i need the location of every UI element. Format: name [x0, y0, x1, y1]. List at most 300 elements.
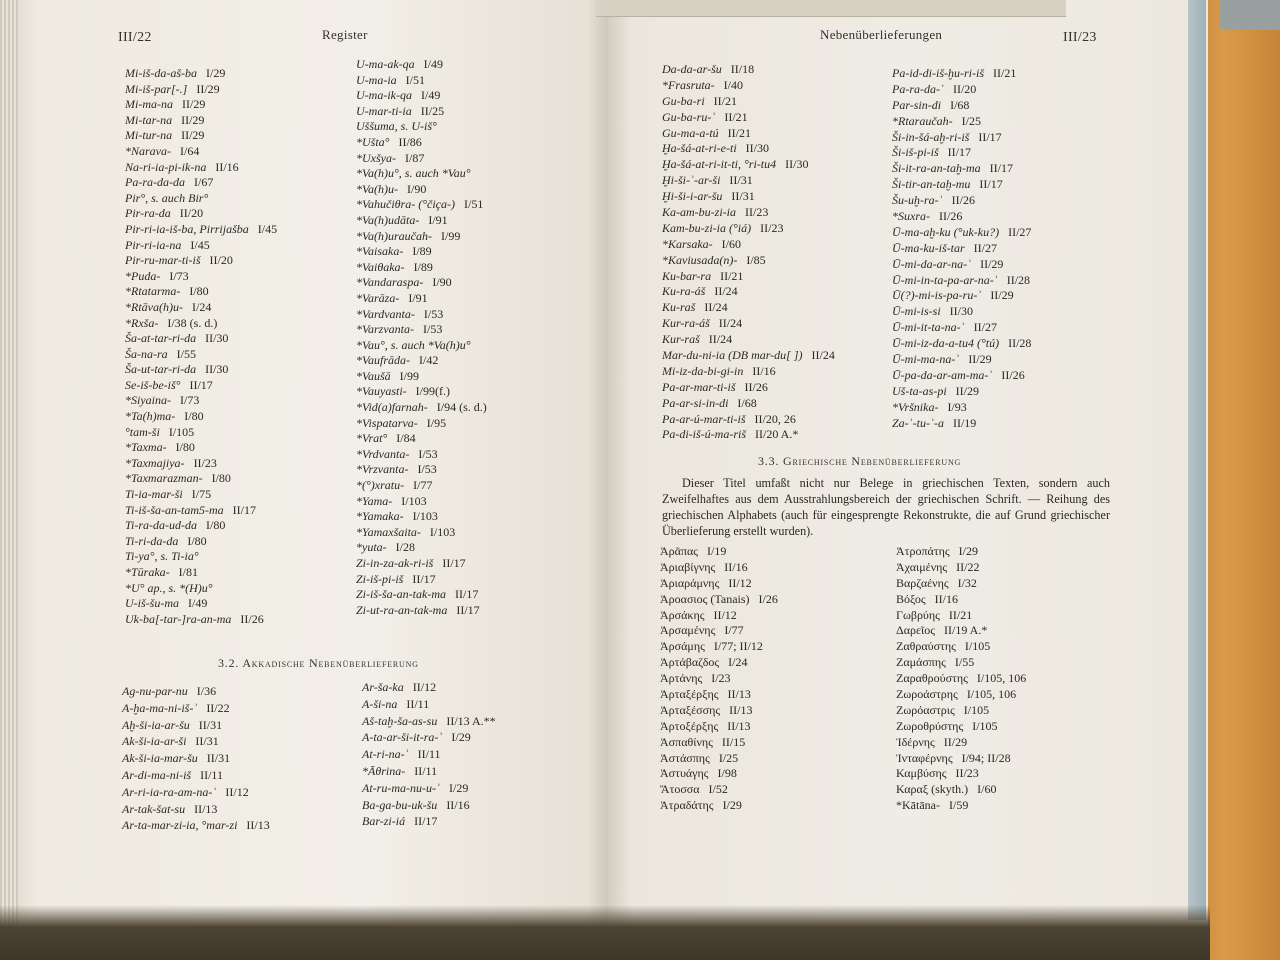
desk-object — [1220, 0, 1280, 30]
index-reference: II/13 A.** — [443, 713, 496, 728]
index-term: *Rtāva(h)u- — [125, 299, 183, 314]
index-term: *Va(h)u- — [356, 181, 398, 196]
index-reference: I/91 — [405, 290, 428, 305]
index-term: *Va(h)udāta- — [356, 212, 420, 227]
index-reference: I/24 — [188, 299, 212, 314]
index-term: *U° ap., s. *(H)u° — [125, 580, 213, 595]
index-reference: II/19 — [949, 415, 977, 430]
index-term: Pir-ru-mar-ti-iš — [125, 253, 201, 268]
index-term: Δαρεῖος — [896, 623, 936, 638]
right-page — [608, 0, 1208, 930]
index-reference: I/23 — [708, 671, 731, 686]
index-entry — [356, 494, 487, 510]
index-term: Ar-ša-ka — [362, 680, 404, 694]
index-reference: I/68 — [947, 97, 970, 112]
index-term: Ζωροάστρης — [896, 687, 958, 702]
index-reference: II/17 — [453, 602, 480, 617]
index-term: Pir-ri-ia-iš-ba, Pirrijašba — [125, 221, 249, 236]
index-term: Ἀρᾶπας — [660, 544, 699, 558]
index-term: Uššuma, s. U-iš° — [356, 119, 437, 134]
index-entry — [660, 671, 778, 687]
index-term: Ū-ma-ku-iš-tar — [892, 240, 965, 255]
index-term: *Va(h)uraučah- — [356, 228, 432, 243]
index-term: Zi-iš-ša-an-tak-ma — [356, 587, 446, 602]
left-running-head: Register — [322, 27, 368, 42]
index-entry — [660, 560, 778, 576]
index-reference: II/30 — [782, 157, 809, 172]
index-entry — [356, 57, 487, 73]
index-term: Βόξος — [896, 591, 926, 606]
index-entry — [660, 592, 778, 608]
index-reference: II/26 — [998, 367, 1025, 382]
index-entry — [356, 353, 487, 369]
index-entry — [125, 440, 277, 456]
index-term: Ū-mi-iz-da-a-tu4 (°tú) — [892, 336, 1000, 351]
index-reference: I/29 — [719, 798, 742, 813]
index-entry — [662, 380, 835, 396]
index-term: A-ši-na — [362, 696, 398, 711]
index-reference: II/21 — [990, 66, 1017, 80]
index-term: *Vardvanta- — [356, 306, 415, 321]
index-reference: I/105, 106 — [963, 687, 1017, 702]
index-term: Ἀρταξέσσης — [660, 702, 721, 717]
index-entry — [125, 316, 277, 332]
index-reference: I/80 — [172, 440, 195, 455]
index-entry — [892, 273, 1031, 289]
index-term: Ζωρόαστρις — [896, 702, 955, 717]
index-entry — [892, 66, 1031, 82]
index-term: Ša-at-tar-ri-da — [125, 331, 197, 346]
index-entry — [122, 817, 270, 834]
index-term: Ἀρταξέρξης — [660, 687, 719, 702]
index-entry — [660, 751, 778, 767]
index-entry — [125, 612, 277, 628]
index-reference: I/29 — [955, 544, 979, 558]
left-page — [0, 0, 612, 930]
index-reference: I/87 — [401, 150, 425, 165]
index-reference: II/30 — [202, 331, 229, 346]
index-term: Καραξ (skyth.) — [896, 782, 969, 797]
index-reference: II/31 — [726, 173, 753, 188]
index-term: *Ta(h)ma- — [125, 409, 176, 424]
index-term: *Frasruta- — [662, 77, 715, 92]
index-reference: II/29 — [952, 383, 979, 398]
index-entry — [660, 703, 778, 719]
index-reference: II/13 — [724, 718, 751, 733]
index-entry — [122, 683, 270, 700]
index-entry — [125, 128, 277, 144]
index-reference: I/77; II/12 — [710, 639, 763, 654]
index-entry — [356, 307, 487, 323]
index-reference: II/13 — [191, 801, 218, 816]
index-reference: I/29 — [448, 730, 471, 745]
index-entry — [125, 269, 277, 285]
index-entry — [896, 671, 1026, 687]
index-term: Aḫ-ši-ia-ar-šu — [122, 717, 190, 732]
index-reference: I/81 — [175, 565, 199, 579]
index-term: Zi-in-za-ak-ri-iš — [356, 556, 434, 570]
index-reference: II/17 — [986, 161, 1013, 176]
index-term: *yuta- — [356, 540, 387, 555]
index-entry — [125, 144, 277, 160]
index-entry — [896, 592, 1026, 608]
index-entry — [125, 331, 277, 347]
index-term: Ši-tir-an-taḫ-mu — [892, 177, 971, 192]
index-entry — [362, 696, 496, 713]
index-entry — [356, 197, 487, 213]
index-term: *Vrzvanta- — [356, 462, 409, 477]
index-term: Ἀρσάκης — [660, 607, 705, 622]
index-entry — [896, 719, 1026, 735]
index-term: *Vid(a)farnah- — [356, 400, 428, 415]
index-term: *Yamaxšaita- — [356, 524, 421, 539]
index-entry — [662, 221, 835, 237]
index-entry — [662, 300, 835, 316]
index-entry — [660, 639, 778, 655]
index-reference: II/29 — [940, 734, 968, 749]
index-entry — [662, 173, 835, 189]
index-term: Ši-iš-pi-iš — [892, 145, 939, 160]
index-term: Ar-di-ma-ni-iš — [122, 767, 192, 782]
index-term: Ša-na-ra — [125, 346, 168, 361]
index-term: *Vaisaka- — [356, 244, 404, 259]
index-entry — [356, 525, 487, 541]
index-term: *Yamaka- — [356, 509, 404, 524]
index-term: *Uxšya- — [356, 150, 396, 165]
index-entry — [660, 576, 778, 592]
index-entry — [892, 98, 1031, 114]
index-term: Ἀσπαθίνης — [660, 734, 713, 749]
index-reference: II/17 — [229, 502, 256, 517]
index-entry — [125, 284, 277, 300]
index-entry — [892, 161, 1031, 177]
index-term: Ἰνταφέρνης — [896, 750, 953, 765]
index-reference: II/16 — [721, 559, 748, 574]
index-term: Pa-di-iš-ú-ma-riš — [662, 427, 746, 442]
index-reference: II/20 — [206, 253, 233, 268]
index-reference: II/21 — [717, 268, 744, 283]
index-reference: II/16 — [443, 797, 470, 812]
index-reference: II/24 — [808, 348, 835, 363]
index-entry — [125, 596, 277, 612]
index-term: Ἀριαράμνης — [660, 575, 720, 590]
index-entry — [660, 687, 778, 703]
index-term: *Tūraka- — [125, 565, 170, 579]
index-entry — [896, 655, 1026, 671]
index-reference: II/86 — [395, 134, 422, 149]
index-entry — [892, 145, 1031, 161]
index-entry — [362, 797, 496, 814]
index-term: Zi-iš-pi-iš — [356, 571, 404, 586]
index-term: *Vau°, s. auch *Va(h)u° — [356, 337, 471, 352]
index-term: Pa-ra-da-ʾ — [892, 81, 944, 96]
index-reference: II/27 — [970, 240, 997, 255]
index-term: Ū-mi-ma-na-ʾ — [892, 352, 960, 367]
index-reference: II/29 — [178, 112, 205, 127]
index-term: Ἀριαβίγνης — [660, 559, 716, 574]
index-term: Ζαμάσπης — [896, 655, 946, 670]
index-reference: II/31 — [203, 751, 231, 766]
index-term: *Kātāna- — [896, 798, 940, 813]
index-reference: I/45 — [254, 221, 278, 236]
index-reference: I/67 — [191, 175, 214, 190]
index-entry — [662, 269, 835, 285]
index-entry — [356, 540, 487, 556]
index-entry — [662, 141, 835, 157]
index-entry — [356, 509, 487, 525]
index-entry — [660, 719, 778, 735]
index-entry — [356, 182, 487, 198]
index-reference: II/17 — [975, 129, 1002, 144]
index-reference: I/32 — [954, 575, 977, 590]
index-reference: II/21 — [710, 93, 737, 108]
index-entry — [125, 456, 277, 472]
index-reference: II/11 — [197, 767, 223, 782]
index-entry — [892, 209, 1031, 225]
index-reference: I/80 — [203, 518, 226, 533]
index-reference: I/49 — [417, 88, 441, 103]
index-reference: II/24 — [711, 284, 738, 299]
index-reference: I/84 — [393, 431, 416, 446]
index-entry — [356, 151, 487, 167]
index-entry — [125, 362, 277, 378]
index-entry — [125, 503, 277, 519]
book-cover-edge — [1188, 0, 1206, 920]
index-entry — [662, 348, 835, 364]
index-entry — [356, 291, 487, 307]
index-reference: I/60 — [974, 782, 997, 797]
index-term: Mi-iš-par[-.] — [125, 81, 188, 96]
index-entry — [125, 82, 277, 98]
index-entry — [125, 206, 277, 222]
index-reference: I/80 — [186, 284, 209, 299]
index-entry — [356, 462, 487, 478]
index-entry — [896, 735, 1026, 751]
index-reference: I/29 — [445, 780, 469, 795]
index-entry — [125, 238, 277, 254]
index-entry — [662, 94, 835, 110]
index-term: *Vršnika- — [892, 399, 939, 414]
index-entry — [660, 655, 778, 671]
index-reference: II/12 — [409, 680, 437, 694]
index-entry — [896, 766, 1026, 782]
index-reference: II/17 — [411, 814, 438, 829]
index-term: Ak-ši-ia-ar-ši — [122, 734, 187, 749]
index-entry — [892, 352, 1031, 368]
index-reference: II/26 — [948, 193, 975, 208]
index-term: *Vaušā — [356, 368, 391, 383]
index-term: Ti-ri-da-da — [125, 533, 179, 548]
index-reference: I/105 — [961, 639, 991, 654]
index-reference: II/15 — [718, 734, 746, 749]
index-reference: II/26 — [936, 209, 963, 224]
index-reference: I/26 — [755, 591, 778, 606]
index-reference: II/29 — [965, 352, 992, 367]
index-reference: I/75 — [188, 487, 212, 502]
right-running-head: Nebenüberlieferungen — [820, 27, 943, 42]
index-term: Ar-ta-mar-zi-ia, °mar-zi — [122, 818, 238, 833]
index-reference: II/17 — [186, 377, 213, 392]
index-term: Uš-ta-as-pi — [892, 383, 947, 398]
index-entry — [662, 284, 835, 300]
index-term: *Vahučiθra- (°čiça-) — [356, 197, 455, 212]
index-reference: I/89 — [409, 244, 432, 259]
index-reference: I/85 — [743, 252, 766, 267]
index-reference: I/80 — [181, 409, 204, 424]
index-entry — [660, 623, 778, 639]
index-term: Pa-ar-mar-ti-iš — [662, 379, 736, 394]
index-reference: II/23 — [952, 766, 979, 781]
index-entry — [356, 88, 487, 104]
index-entry — [356, 556, 487, 572]
index-entry — [125, 534, 277, 550]
index-reference: I/98 — [714, 766, 737, 781]
index-term: U-ma-ia — [356, 72, 397, 87]
index-entry — [896, 687, 1026, 703]
index-reference: I/51 — [461, 197, 484, 212]
index-term: *Yama- — [356, 493, 393, 508]
index-reference: II/16 — [212, 159, 239, 174]
index-term: Ū-pa-da-ar-am-ma-ʾ — [892, 367, 993, 382]
index-term: Ἀστυάγης — [660, 766, 709, 781]
index-entry — [125, 66, 277, 82]
index-term: °tam-ši — [125, 424, 160, 439]
index-entry — [122, 750, 270, 767]
index-term: Ši-it-ra-an-taḫ-ma — [892, 161, 981, 176]
index-reference: I/99 — [437, 228, 461, 243]
index-reference: II/21 — [721, 109, 748, 124]
section-heading-akkadian: 3.2. Akkadische Nebenüberlieferung — [218, 656, 419, 670]
index-reference: II/29 — [987, 288, 1014, 303]
index-entry — [125, 97, 277, 113]
index-reference: II/25 — [417, 103, 445, 118]
index-reference: II/20 A.* — [752, 427, 799, 442]
index-reference: II/31 — [728, 189, 755, 204]
index-term: Par-sin-di — [892, 97, 942, 112]
index-reference: II/13 — [724, 687, 751, 702]
index-term: Na-ri-ia-pi-ik-na — [125, 159, 207, 174]
index-entry — [125, 347, 277, 363]
index-term: Ū-mi-it-ta-na-ʾ — [892, 320, 965, 335]
index-reference: II/27 — [1005, 224, 1032, 239]
index-reference: I/25 — [958, 113, 981, 128]
index-column-left-1 — [125, 66, 277, 627]
index-term: U-ma-ak-qa — [356, 57, 415, 71]
index-column-akkadian-2 — [362, 679, 496, 830]
index-term: *Varāza- — [356, 290, 400, 305]
index-reference: II/17 — [439, 556, 466, 570]
index-entry — [896, 576, 1026, 592]
index-entry — [892, 177, 1031, 193]
index-term: *Va(h)u°, s. auch *Vau° — [356, 166, 471, 181]
index-entry — [356, 587, 487, 603]
index-entry — [662, 396, 835, 412]
index-reference: II/21 — [724, 125, 751, 140]
index-term: A-ḫa-ma-ni-iš-ʾ — [122, 700, 198, 715]
index-term: Ū-mi-da-ar-na-ʾ — [892, 256, 972, 271]
index-entry — [896, 623, 1026, 639]
index-entry — [356, 135, 487, 151]
index-entry — [125, 425, 277, 441]
book-on-top — [596, 0, 1066, 17]
index-term: *Rxša- — [125, 315, 159, 330]
index-entry — [356, 119, 487, 135]
index-term: Kur-raš — [662, 332, 700, 347]
index-entry — [660, 782, 778, 798]
index-reference: II/23 — [742, 205, 769, 220]
index-reference: II/19 A.* — [941, 623, 988, 638]
index-reference: I/103 — [398, 493, 427, 508]
index-term: *Vaiθaka- — [356, 259, 405, 274]
index-reference: I/25 — [715, 750, 739, 765]
index-term: Ἀρτοξέρξης — [660, 718, 719, 733]
index-entry — [125, 518, 277, 534]
index-entry — [362, 713, 496, 730]
index-entry — [125, 191, 277, 207]
index-term: Ζαθραύστης — [896, 639, 956, 654]
index-reference: I/103 — [409, 509, 438, 524]
index-entry — [662, 253, 835, 269]
index-reference: I/73 — [177, 393, 200, 408]
index-reference: II/12 — [710, 607, 737, 622]
index-entry — [125, 565, 277, 581]
index-reference: I/55 — [173, 346, 197, 361]
index-entry — [662, 110, 835, 126]
index-reference: I/60 — [718, 236, 742, 251]
index-entry — [125, 581, 277, 597]
index-term: *Vrat° — [356, 431, 388, 446]
index-reference: II/30 — [946, 304, 973, 319]
index-entry — [125, 300, 277, 316]
index-entry — [122, 717, 270, 734]
index-term: Ζωροθρύστης — [896, 718, 964, 733]
index-reference: I/77 — [721, 623, 744, 638]
index-reference: II/13 — [726, 702, 753, 717]
index-entry — [125, 160, 277, 176]
index-entry — [356, 213, 487, 229]
index-term: Ū-ma-aḫ-ku (°uk-ku?) — [892, 224, 1000, 239]
index-term: Gu-ba-ru-ʾ — [662, 109, 716, 124]
index-entry — [892, 320, 1031, 336]
index-entry — [662, 332, 835, 348]
index-entry — [356, 447, 487, 463]
index-entry — [662, 126, 835, 142]
index-reference: II/17 — [944, 145, 971, 160]
index-reference: I/90 — [404, 181, 427, 196]
index-term: Ἀστάσπης — [660, 750, 710, 765]
index-reference: II/17 — [409, 571, 436, 586]
index-term: Aš-taḫ-ša-as-su — [362, 713, 438, 728]
index-reference: II/11 — [411, 763, 438, 778]
index-term: Ar-ri-ia-ra-am-na-ʾ — [122, 784, 217, 799]
index-reference: II/24 — [705, 332, 733, 347]
index-entry — [356, 260, 487, 276]
index-term: Mi-ma-na — [125, 97, 173, 112]
index-reference: I/89 — [410, 259, 433, 274]
index-term: Ἰδέρνης — [896, 734, 935, 749]
index-term: Pa-ar-si-in-di — [662, 395, 729, 410]
index-column-left-2 — [356, 57, 487, 618]
index-term: *Vispatarva- — [356, 415, 418, 430]
index-reference: I/53 — [420, 306, 444, 321]
index-reference: I/91 — [425, 212, 448, 227]
index-entry — [892, 336, 1031, 352]
index-entry — [896, 639, 1026, 655]
index-reference: I/99 — [396, 368, 420, 383]
index-entry — [362, 813, 496, 830]
index-entry — [892, 304, 1031, 320]
index-term: U-ma-ik-qa — [356, 88, 412, 103]
